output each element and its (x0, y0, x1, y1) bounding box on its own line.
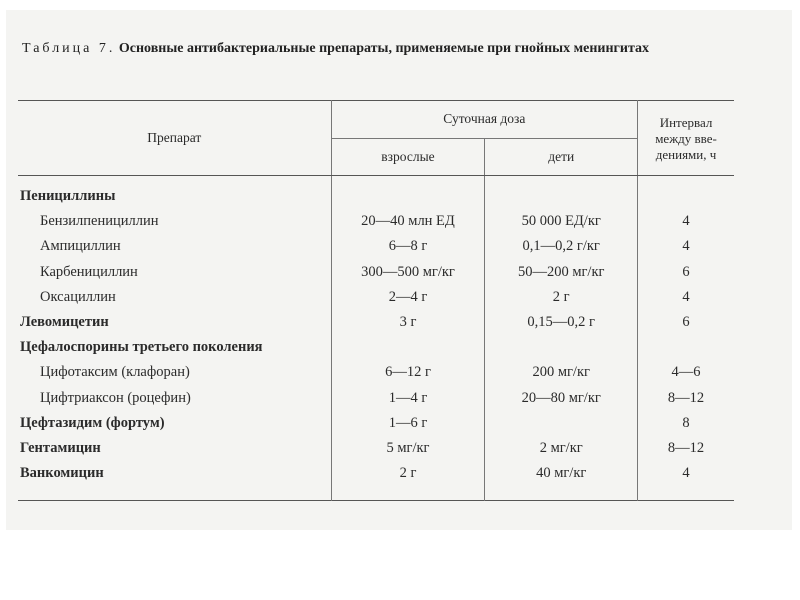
table-row (18, 209, 734, 234)
dosing-interval: 8—12 (667, 389, 705, 406)
dosing-interval: 8 (682, 414, 690, 431)
adult-dose: 5 мг/кг (331, 436, 485, 461)
header-drug: Препарат (18, 101, 331, 176)
dosing-interval: 6 (682, 263, 690, 280)
header-interval-line-2: между вве- (655, 131, 717, 146)
dosing-interval: 4 (682, 465, 690, 482)
table-number: Таблица 7. (22, 41, 116, 56)
table-row (18, 411, 734, 436)
drug-name: Оксациллин (18, 285, 331, 310)
table-row (18, 335, 734, 360)
table-row (18, 360, 734, 385)
table-row (18, 386, 734, 411)
child-dose: 2 мг/кг (485, 436, 638, 461)
child-dose (485, 176, 638, 210)
adult-dose: 20—40 млн ЕД (331, 209, 485, 234)
drug-name: Карбенициллин (18, 260, 331, 285)
dosing-interval: 6 (682, 314, 690, 331)
dosing-interval: 4—6 (671, 364, 701, 381)
header-interval-line-1: Интервал (659, 115, 713, 130)
child-dose: 0,1—0,2 г/кг (485, 234, 638, 259)
dosing-interval: 4 (682, 213, 690, 230)
drug-name: Цифотаксим (клафоран) (18, 360, 331, 385)
child-dose: 0,15—0,2 г (485, 310, 638, 335)
table-caption (22, 40, 742, 57)
child-dose: 40 мг/кг (485, 461, 638, 501)
header-interval (638, 101, 734, 176)
child-dose (485, 335, 638, 360)
table-row (18, 310, 734, 335)
drug-group-name: Цефтазидим (фортум) (18, 411, 331, 436)
dosing-interval: 8—12 (667, 439, 705, 456)
dosing-interval (638, 335, 734, 360)
child-dose: 50—200 мг/кг (485, 260, 638, 285)
drug-group-name: Гентамицин (18, 436, 331, 461)
adult-dose: 1—6 г (331, 411, 485, 436)
table-row (18, 234, 734, 259)
drug-name: Цифтриаксон (роцефин) (18, 386, 331, 411)
adult-dose: 2—4 г (331, 285, 485, 310)
adult-dose (331, 176, 485, 210)
header-children: дети (485, 138, 638, 176)
child-dose: 20—80 мг/кг (485, 386, 638, 411)
adult-dose: 300—500 мг/кг (331, 260, 485, 285)
table-row (18, 461, 734, 501)
adult-dose (331, 335, 485, 360)
drug-name: Бензилпенициллин (18, 209, 331, 234)
table-title: Основные антибактериальные препараты, применяемые при гнойных менингитах (118, 41, 649, 56)
drug-group-name: Пенициллины (18, 176, 331, 210)
table-row (18, 260, 734, 285)
table-row (18, 176, 734, 210)
drug-group-name: Ванкомицин (18, 461, 331, 501)
table-body (18, 176, 734, 501)
table-row (18, 285, 734, 310)
child-dose: 50 000 ЕД/кг (485, 209, 638, 234)
adult-dose: 6—12 г (331, 360, 485, 385)
dosing-interval: 4 (682, 288, 690, 305)
dosing-interval (638, 176, 734, 210)
header-adults: взрослые (331, 138, 485, 176)
antibiotics-table (18, 100, 734, 501)
drug-group-name: Левомицетин (18, 310, 331, 335)
drug-name: Ампициллин (18, 234, 331, 259)
adult-dose: 1—4 г (331, 386, 485, 411)
table-row (18, 436, 734, 461)
header-interval-line-3: дениями, ч (655, 147, 717, 162)
child-dose (485, 411, 638, 436)
adult-dose: 3 г (331, 310, 485, 335)
header-daily-dose: Суточная доза (331, 101, 637, 139)
child-dose: 2 г (485, 285, 638, 310)
adult-dose: 2 г (331, 461, 485, 501)
drug-group-name: Цефалоспорины третьего поколения (18, 335, 331, 360)
dosing-interval: 4 (682, 238, 690, 255)
adult-dose: 6—8 г (331, 234, 485, 259)
child-dose: 200 мг/кг (485, 360, 638, 385)
